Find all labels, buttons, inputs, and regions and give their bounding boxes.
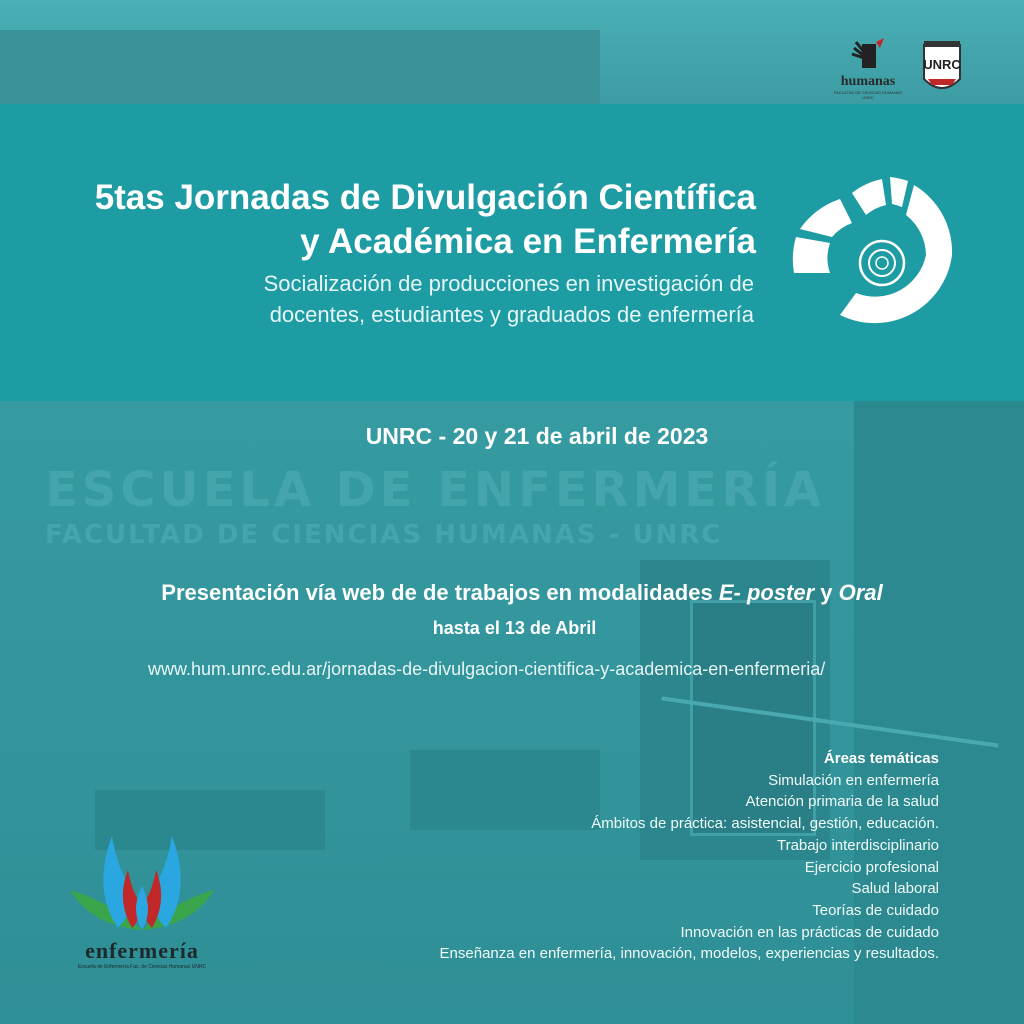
jornadas-emblem-icon: [790, 175, 955, 335]
humanas-caption: FACULTAD DE CIENCIAS HUMANAS UNRC: [833, 90, 903, 100]
humanas-word: humanas: [840, 74, 896, 89]
enfermeria-word: enfermería: [85, 938, 199, 963]
enfermeria-tagline: Escuela de Enfermería Fac. de Ciencias Humanas UNRC: [77, 964, 207, 970]
enfermeria-logo: [62, 830, 222, 980]
thematic-areas: [440, 748, 939, 965]
building-roof: [0, 30, 600, 110]
submission-deadline: hasta el 13 de Abril: [432, 618, 597, 638]
humanas-hand-icon: [850, 38, 886, 74]
building-sign-line2: FACULTAD DE CIENCIAS HUMANAS - UNRC: [45, 520, 723, 550]
event-dates: UNRC - 20 y 21 de abril de 2023: [365, 423, 709, 449]
presentation-prefix: Presentación vía web de de trabajos en modalidades: [161, 580, 719, 605]
mode-connector: y: [814, 580, 839, 605]
event-url-link[interactable]: www.hum.unrc.edu.ar/jornadas-de-divulgacion-cientifica-y-academica-en-enfermeria/: [148, 659, 826, 679]
humanas-logo: [830, 38, 906, 100]
mode-oral: Oral: [838, 580, 883, 605]
subtitle-line1: Socialización de producciones en investigación de: [263, 271, 754, 296]
area-item: Teorías de cuidado: [812, 901, 939, 919]
area-item: Simulación en enfermería: [768, 771, 939, 789]
mode-eposter: E- poster: [718, 580, 815, 605]
area-item: Atención primaria de la salud: [745, 793, 939, 811]
area-item: Innovación en las prácticas de cuidado: [680, 923, 939, 941]
area-item: Ámbitos de práctica: asistencial, gestión, educación.: [591, 815, 939, 833]
flame-lotus-icon: [62, 830, 222, 938]
subtitle-line2: docentes, estudiantes y graduados de enfermería: [269, 302, 754, 327]
building-sign-line1: ESCUELA DE ENFERMERÍA: [45, 462, 826, 518]
event-title: [95, 176, 756, 264]
areas-heading: Áreas temáticas: [823, 750, 939, 767]
area-item: Ejercicio profesional: [804, 858, 939, 876]
title-line1: 5tas Jornadas de Divulgación Científica: [94, 178, 756, 217]
area-item: Salud laboral: [851, 880, 939, 898]
institution-logos: [830, 38, 962, 100]
unrc-word: UNRC: [923, 57, 961, 72]
title-line2: y Académica en Enfermería: [300, 222, 756, 261]
unrc-shield-icon: [922, 39, 962, 95]
area-item: Trabajo interdisciplinario: [776, 836, 939, 854]
presentation-info: [0, 580, 1024, 606]
area-item: Enseñanza en enfermería, innovación, modelos, experiencias y resultados.: [439, 945, 939, 963]
event-subtitle: [264, 268, 754, 330]
